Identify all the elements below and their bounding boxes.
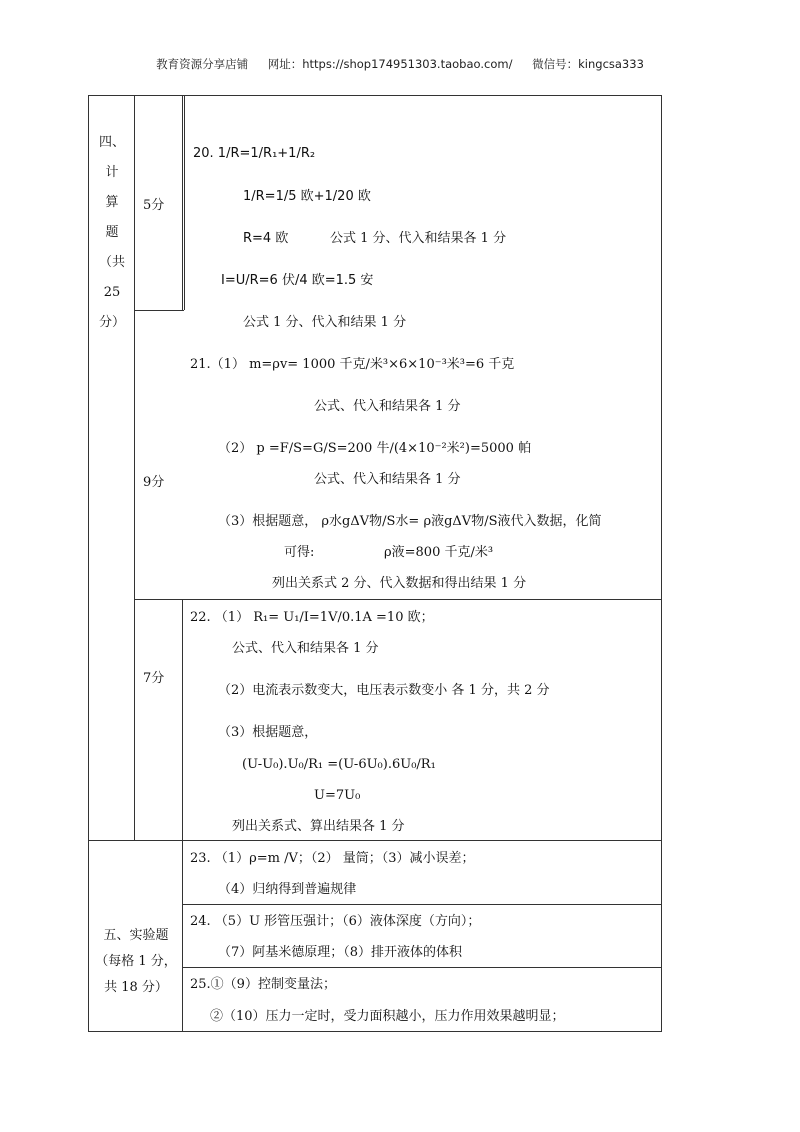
q22-line5: (U-U₀).U₀/R₁ =(U-6U₀).6U₀/R₁ xyxy=(242,757,436,772)
q22-line3: （2）电流表示数变大，电压表示数变小 各 1 分，共 2 分 xyxy=(218,683,550,698)
q21-line6b: ρ液=800 千克/米³ xyxy=(384,545,494,560)
q20-line3: R=4 欧 xyxy=(243,231,289,246)
q23-line2: （4）归纳得到普遍规律 xyxy=(218,882,357,897)
shop-name: 教育资源分享店铺 xyxy=(156,57,249,71)
q25-line2: ②（10）压力一定时，受力面积越小，压力作用效果越明显； xyxy=(210,1009,565,1024)
q21-line3: （2） p =F/S=G/S=200 牛/(4×10⁻²米²)=5000 帕 xyxy=(218,441,532,456)
section5-title: 五、实验题 （每格 1 分， 共 18 分） xyxy=(95,928,177,995)
q24-line2: （7）阿基米德原理；（8）排开液体的体积 xyxy=(218,945,463,960)
q21-line6a: 可得: xyxy=(284,545,315,560)
shop-url[interactable]: 网址：https://shop174951303.taobao.com/ xyxy=(267,57,513,71)
q21-score: 9分 xyxy=(143,475,165,490)
q20-line5: 公式 1 分、代入和结果 1 分 xyxy=(243,315,407,330)
q22-line4: （3）根据题意， xyxy=(218,725,318,740)
page-header xyxy=(0,56,800,72)
q21-line2: 公式、代入和结果各 1 分 xyxy=(314,399,461,414)
q20-score: 5分 xyxy=(143,198,165,213)
q22-line1: 22. （1） R₁= U₁/I=1V/0.1A =10 欧； xyxy=(190,610,434,625)
q20-line3b: 公式 1 分、代入和结果各 1 分 xyxy=(330,231,507,246)
q22-line6: U=7U₀ xyxy=(314,788,361,803)
q21-line7: 列出关系式 2 分、代入数据和得出结果 1 分 xyxy=(272,576,527,591)
q24-line1: 24. （5）U 形管压强计；（6）液体深度（方向）； xyxy=(190,914,481,929)
q23-line1: 23. （1）ρ=m /V；（2） 量筒；（3）减小误差； xyxy=(190,851,475,866)
q22-line2: 公式、代入和结果各 1 分 xyxy=(232,641,379,656)
q21-line4: 公式、代入和结果各 1 分 xyxy=(314,472,461,487)
wechat-id: 微信号：kingcsa333 xyxy=(532,57,644,71)
q20-line4: I=U/R=6 伏/4 欧=1.5 安 xyxy=(221,273,374,288)
q22-score: 7分 xyxy=(143,671,165,686)
q20-line2: 1/R=1/5 欧+1/20 欧 xyxy=(243,189,371,204)
q22-line7: 列出关系式、算出结果各 1 分 xyxy=(232,819,405,834)
q25-line1: 25.①（9）控制变量法； xyxy=(190,977,336,992)
q21-line1: 21.（1） m=ρv= 1000 千克/米³×6×10⁻³米³=6 千克 xyxy=(190,357,515,372)
section4-title: 四、 计 算 题 （共 25 分） xyxy=(98,135,125,330)
q20-line1: 20. 1/R=1/R₁+1/R₂ xyxy=(193,146,316,161)
q21-line5: （3）根据题意， ρ水gΔV物/S水= ρ液gΔV物/S液代入数据，化简 xyxy=(218,514,602,529)
